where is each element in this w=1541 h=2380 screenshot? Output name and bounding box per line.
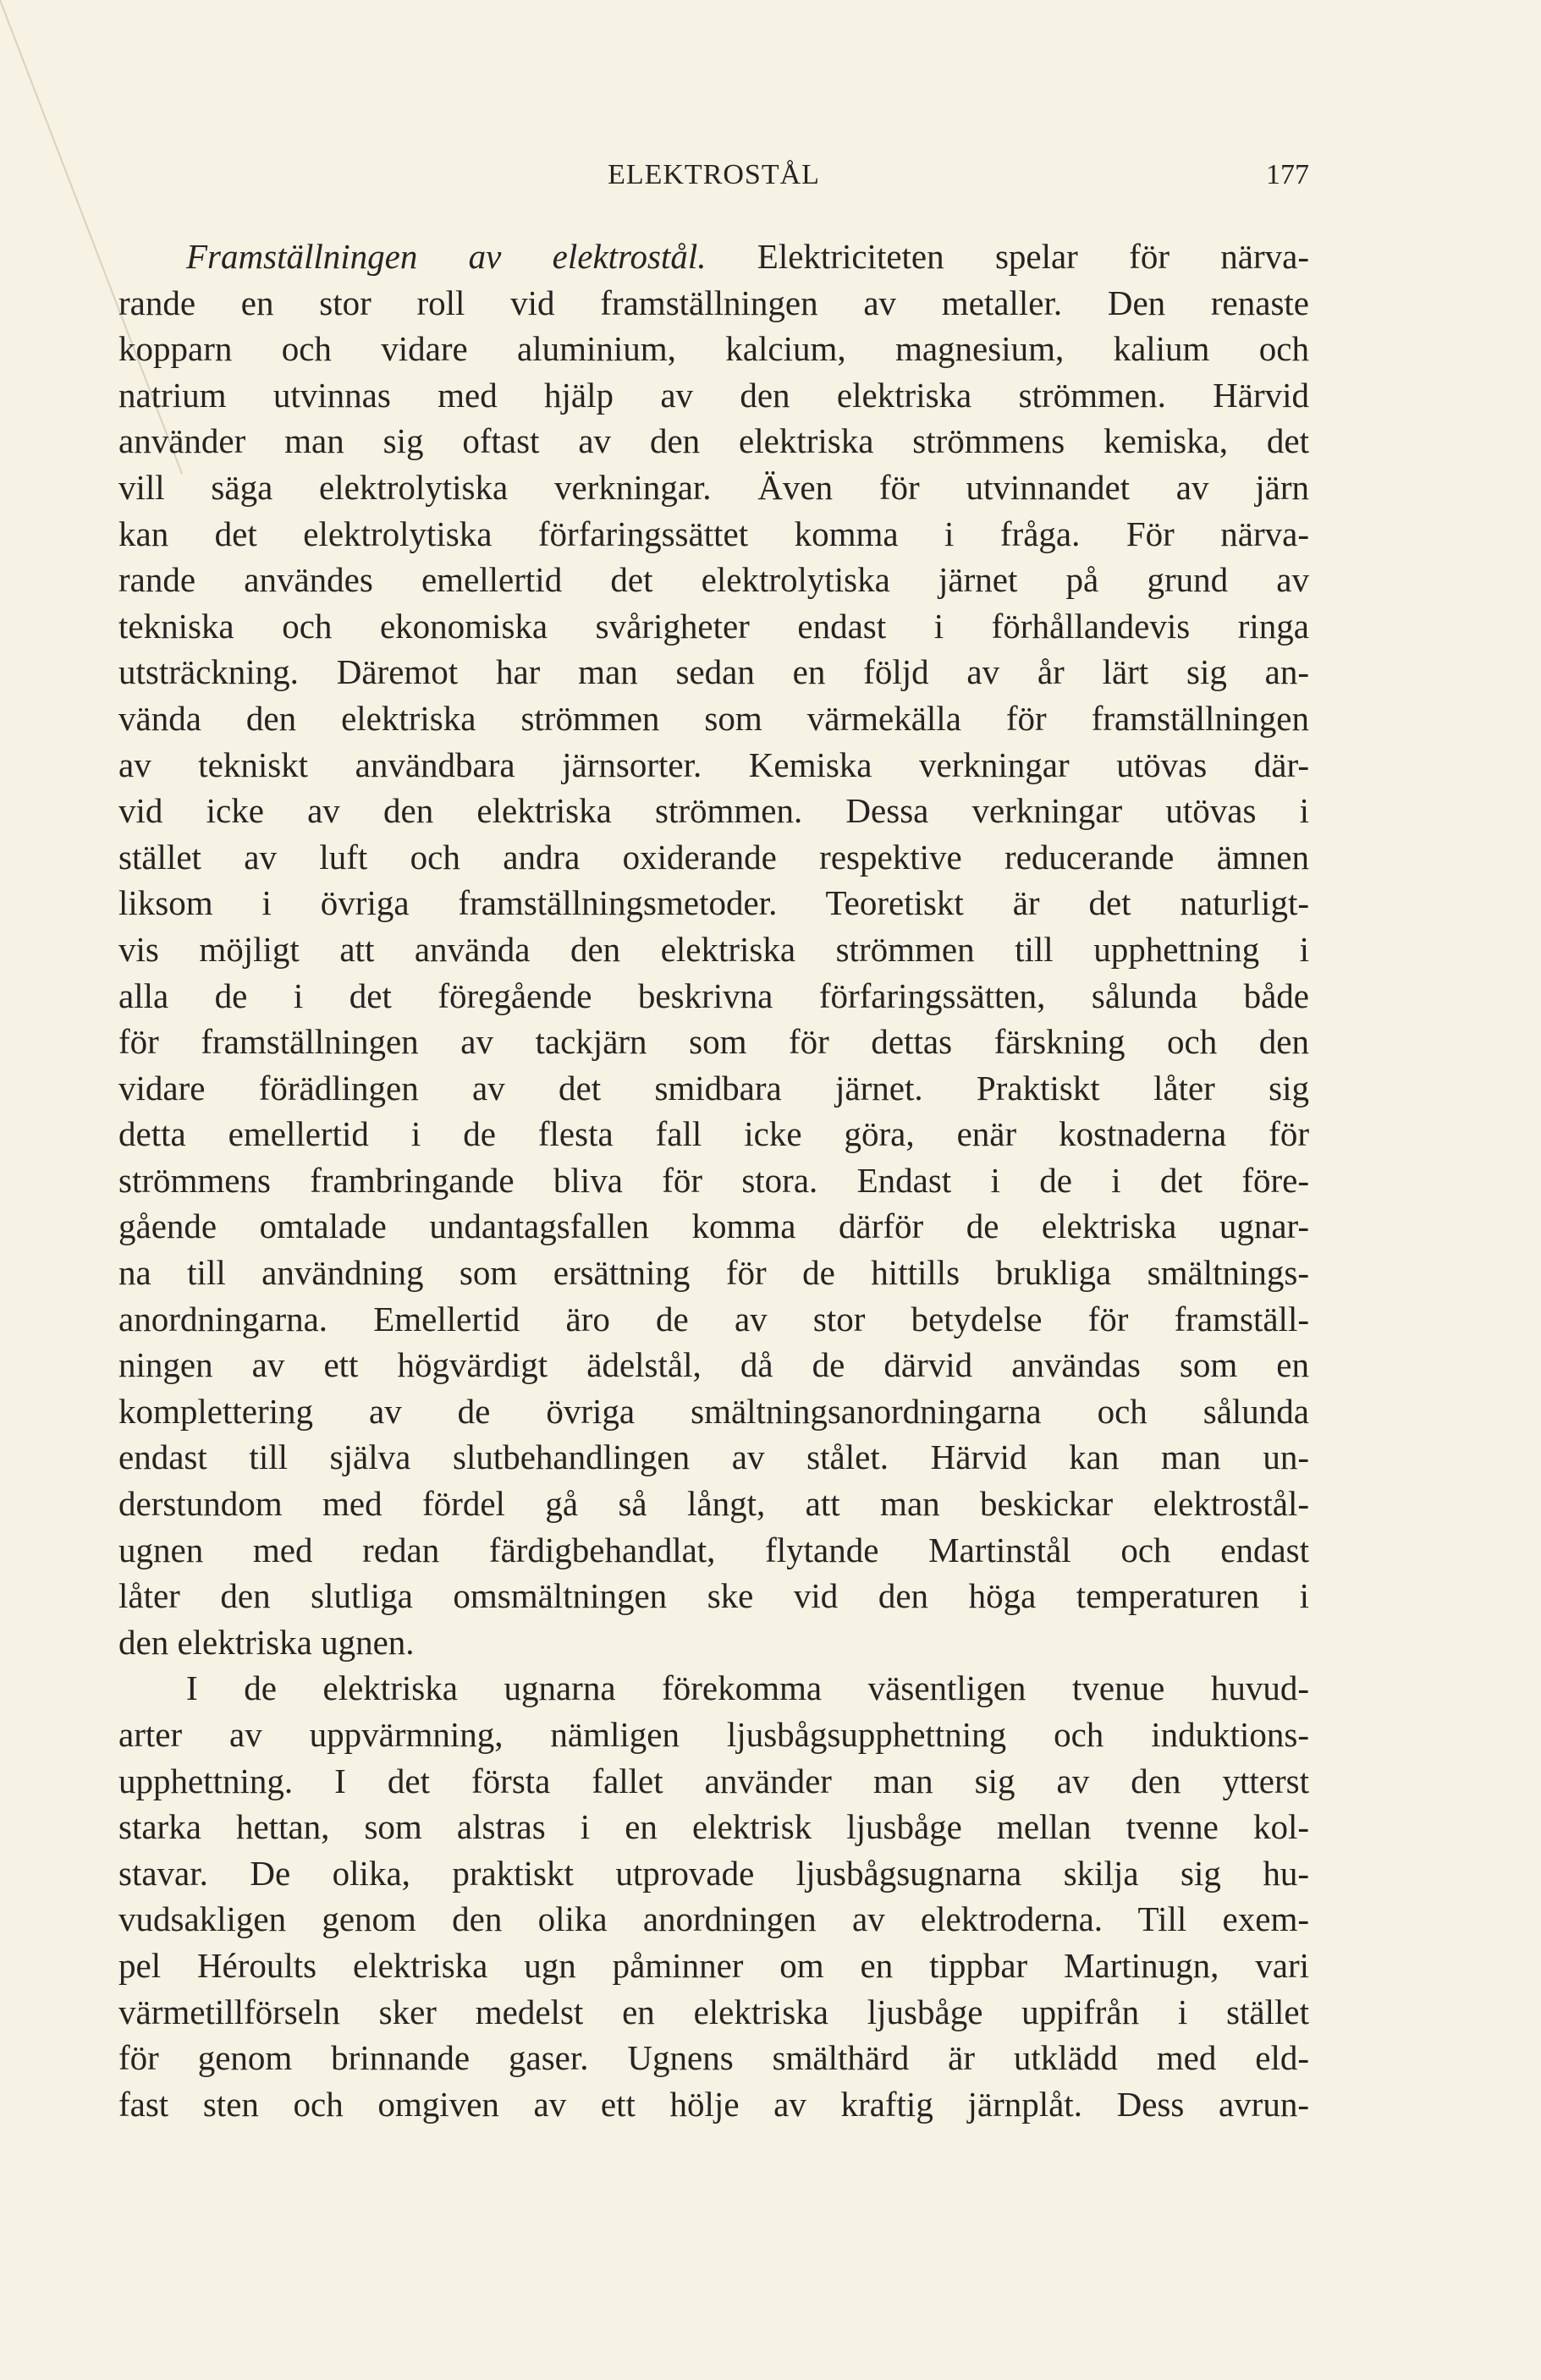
text-line xyxy=(118,1665,1309,1712)
text-line: endast till själva slutbehandlingen av stålet. Härvid kan man un- xyxy=(118,1437,1309,1477)
text-line: fast sten och omgiven av ett hölje av kraftig järnplåt. Dess avrun- xyxy=(118,2084,1309,2124)
text-line: vill säga elektrolytiska verkningar. Även för utvinnandet av järn xyxy=(118,467,1309,507)
text-line: för framställningen av tackjärn som för dettas färskning och den xyxy=(118,1022,1309,1062)
text-line: rande en stor roll vid framställningen av metaller. Den renaste xyxy=(118,283,1309,322)
text-line: gående omtalade undantagsfallen komma därför de elektriska ugnar- xyxy=(118,1206,1309,1246)
page-number: 177 xyxy=(1266,159,1309,190)
line-text: Elektriciteten spelar för närva- xyxy=(706,237,1309,276)
text-line: derstundom med fördel gå så långt, att man beskickar elektrostål- xyxy=(118,1484,1309,1524)
line-text: I de elektriska ugnarna förekomma väsentligen tvenue huvud- xyxy=(186,1668,1309,1708)
text-line: anordningarna. Emellertid äro de av stor betydelse för framställ- xyxy=(118,1299,1309,1338)
text-line: rande användes emellertid det elektrolytiska järnet på grund av xyxy=(118,560,1309,600)
text-line: natrium utvinnas med hjälp av den elektriska strömmen. Härvid xyxy=(118,375,1309,415)
text-line: tekniska och ekonomiska svårigheter endast i förhållandevis ringa xyxy=(118,606,1309,646)
text-line: na till användning som ersättning för de hittills brukliga smältnings- xyxy=(118,1253,1309,1293)
text-line: strömmens frambringande bliva för stora. Endast i de i det före- xyxy=(118,1160,1309,1200)
text-line: för genom brinnande gaser. Ugnens smälthärd är utklädd med eld- xyxy=(118,2038,1309,2078)
text-line: använder man sig oftast av den elektriska strömmens kemiska, det xyxy=(118,421,1309,461)
text-line: utsträckning. Däremot har man sedan en följd av år lärt sig an- xyxy=(118,652,1309,692)
text-line: vidare förädlingen av det smidbara järnet. Praktiskt låter sig xyxy=(118,1068,1309,1108)
text-line: kan det elektrolytiska förfaringssättet komma i fråga. För närva- xyxy=(118,514,1309,553)
text-line: vid icke av den elektriska strömmen. Dessa verkningar utövas i xyxy=(118,791,1309,831)
text-line: ugnen med redan färdigbehandlat, flytande Martinstål och endast xyxy=(118,1530,1309,1569)
text-line: låter den slutliga omsmältningen ske vid den höga temperaturen i xyxy=(118,1576,1309,1616)
text-line: starka hettan, som alstras i en elektrisk ljusbåge mellan tvenne kol- xyxy=(118,1807,1309,1847)
text-line: arter av uppvärmning, nämligen ljusbågsupphettning och induktions- xyxy=(118,1715,1309,1754)
text-line: liksom i övriga framställningsmetoder. Teoretiskt är det naturligt- xyxy=(118,883,1309,923)
running-header xyxy=(118,159,1309,198)
text-line: pel Héroults elektriska ugn påminner om en tippbar Martinugn, vari xyxy=(118,1945,1309,1985)
body-text xyxy=(118,234,1309,2127)
text-line: kopparn och vidare aluminium, kalcium, magnesium, kalium och xyxy=(118,329,1309,369)
text-line: vända den elektriska strömmen som värmekälla för framställningen xyxy=(118,698,1309,738)
text-line: ningen av ett högvärdigt ädelstål, då de därvid användas som en xyxy=(118,1345,1309,1385)
chapter-title: ELEKTROSTÅL xyxy=(608,159,820,190)
text-line: den elektriska ugnen. xyxy=(118,1622,415,1662)
text-line: av tekniskt användbara järnsorter. Kemiska verkningar utövas där- xyxy=(118,745,1309,784)
paragraph xyxy=(118,234,1309,1665)
text-line: detta emellertid i de flesta fall icke göra, enär kostnaderna för xyxy=(118,1114,1309,1154)
run-in-heading: Framställningen av elektrostål. xyxy=(186,237,707,276)
text-line: alla de i det föregående beskrivna förfaringssätten, sålunda både xyxy=(118,976,1309,1015)
text-line: stället av luft och andra oxiderande respektive reducerande ämnen xyxy=(118,837,1309,877)
text-line: stavar. De olika, praktiskt utprovade ljusbågsugnarna skilja sig hu- xyxy=(118,1853,1309,1893)
paragraph xyxy=(118,1665,1309,2127)
text-line: vudsakligen genom den olika anordningen av elektroderna. Till exem- xyxy=(118,1899,1309,1939)
text-line xyxy=(118,234,1309,280)
text-line: upphettning. I det första fallet använder man sig av den ytterst xyxy=(118,1761,1309,1800)
text-line: värmetillförseln sker medelst en elektriska ljusbåge uppifrån i stället xyxy=(118,1992,1309,2031)
text-line: komplettering av de övriga smältningsanordningarna och sålunda xyxy=(118,1391,1309,1431)
text-line: vis möjligt att använda den elektriska strömmen till upphettning i xyxy=(118,929,1309,969)
